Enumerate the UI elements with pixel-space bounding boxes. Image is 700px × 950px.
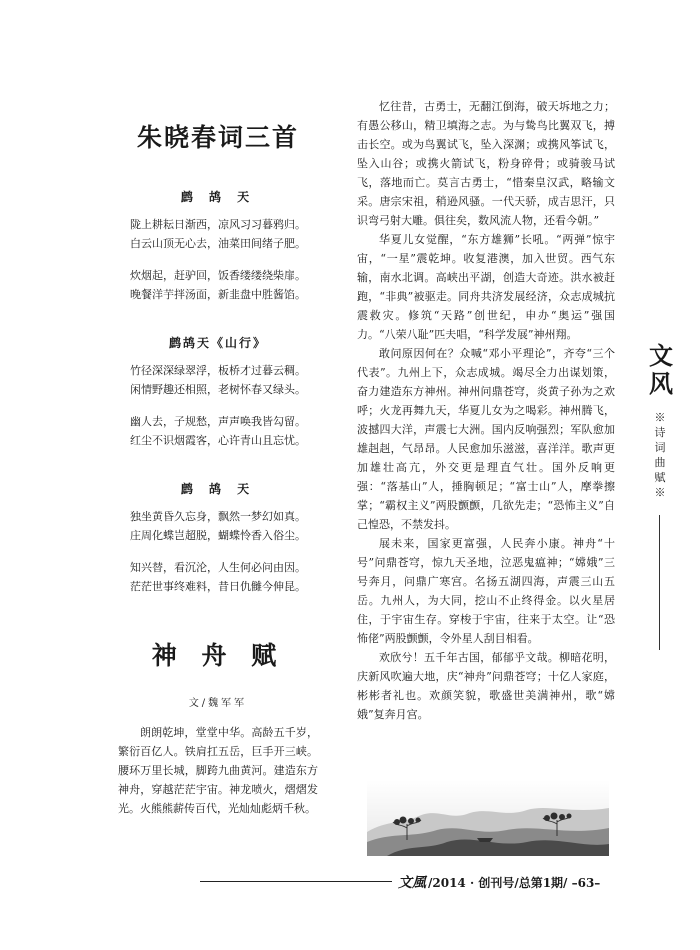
poem-1	[118, 188, 318, 304]
poem-line: 知兴替，看沉沦，人生何必问由因。	[130, 561, 306, 574]
poem-line: 红尘不识烟霞客，心许青山且忘忧。	[130, 434, 306, 447]
right-column	[357, 97, 615, 724]
poem-line: 茫茫世事终难料，昔日仇雠今伸昆。	[130, 580, 306, 593]
poem-set-title: 朱晓春词三首	[136, 123, 299, 152]
essay-paragraph: 华夏儿女觉醒，“东方雄狮”长吼。“两弹”惊宇宙，“一星”震乾坤。收复港澳，加入世贸。西气东输，南水北调。高峡出平湖，创造大奇迹。洪水被赶跑，“非典”被驱走。同舟共济发展经济，众志成城抗震救灾。修筑“天路”创世纪，申办“奥运”强国力。“八荣八耻”匹夫唱，“科学发展”神州翔。	[357, 233, 615, 341]
poem-line: 竹径深深绿翠浮，板桥才过暮云稠。	[130, 364, 306, 377]
magazine-logo: 文风	[649, 341, 673, 398]
essay-paragraph: 朗朗乾坤，堂堂中华。高龄五千岁，繁衍百亿人。铁肩扛五岳，巨手开三峡。腰环万里长城，脚跨九曲黄河。建造东方神舟，穿越茫茫宇宙。神龙喷火，熠熠发光。火熊熊薪传百代，光灿灿彪炳千秋。	[118, 726, 318, 815]
page-footer	[200, 872, 620, 892]
poem-line: 炊烟起，赶驴回，饭香缕缕绕柴扉。	[130, 269, 306, 282]
essay-paragraph: 敢问原因何在？众喊“邓小平理论”，齐夸“三个代表”。九州上下，众志成城。竭尽全力出谋划策，奋力建造东方神州。神州问鼎苍穹，炎黄子孙为之欢呼；火龙再舞九天，华夏儿女为之喝彩。神州腾飞，波撼四大洋，声震七大洲。国内反响强烈；军队愈加雄赳赳，气昂昂。人民愈加乐滋滋，喜洋洋。歌声更加雄壮高亢，外交更是理直气壮。国外反响更强：“落基山”人，捶胸顿足；“富士山”人，摩拳擦掌；“霸权主义”两股颤颤，几欲先走；“恐怖主义”自己惶恐，不禁发抖。	[357, 347, 615, 531]
poem-2	[118, 334, 318, 450]
stanza	[118, 507, 318, 545]
poem-line: 独坐黄昏久忘身，飘然一梦幻如真。	[130, 510, 306, 523]
stanza	[118, 361, 318, 399]
essay-paragraph: 展未来，国家更富强，人民奔小康。神舟“十号”问鼎苍穹，惊九天圣地，泣恶鬼瘟神；“嫦娥”三号奔月，问鼎广寒宫。名扬五湖四海，声震三山五岳。九州人，为大同，挖山不止终得金。以火星居住，于宇宙生存。穿梭于宇宙，往来于太空。让“恐怖佬”两股颤颤，令外星人刮目相看。	[357, 537, 615, 645]
poem-3	[118, 480, 318, 596]
poem-line: 幽人去，子规愁，声声唤我皆勾留。	[130, 415, 306, 428]
stanza	[118, 412, 318, 450]
footer-rule	[200, 881, 392, 882]
poem-3-subtitle: 鹧 鸪 天	[180, 482, 256, 496]
footer-info	[398, 872, 600, 892]
essay-title: 神 舟 赋	[151, 641, 285, 670]
essay-author: 文/魏军军	[188, 698, 248, 709]
essay-paragraph: 欢欣兮！五千年古国，郁郁乎文哉。柳暗花明，庆新风吹遍大地，庆“神舟”问鼎苍穹；十亿人家庭，彬彬者礼也。欢颜笑貌，歌盛世美满神州，歌“嫦娥”复奔月宫。	[357, 651, 615, 721]
poem-line: 晚餐洋芋拌汤面，新韭盘中胜酱馅。	[130, 288, 306, 301]
essay-paragraph: 忆往昔，古勇士，无翻江倒海，破天坼地之力；有愚公移山，精卫填海之志。为与鸷鸟比翼双飞，搏击长空。或为鸟翼试飞，坠入深渊；或携风筝试飞，坠入山谷；或携火箭试飞，粉身碎骨；或骑骏马试飞，落地而亡。莫言古勇士，“惜秦皇汉武，略输文采。唐宗宋祖，稍逊风骚。一代天骄，成吉思汗，只识弯弓射大雕。俱往矣，数风流人物，还看今朝。”	[357, 100, 615, 227]
left-column	[118, 118, 318, 818]
landscape-illustration	[367, 780, 609, 856]
footer-issue: /2014 · 创刊号/总第1期/ –63–	[428, 876, 601, 890]
poem-line: 陇上耕耘日渐西，凉风习习暮鸦归。	[130, 218, 306, 231]
side-divider	[659, 515, 660, 650]
stanza	[118, 215, 318, 253]
poem-2-subtitle: 鹧鸪天《山行》	[168, 336, 267, 350]
section-category: ※诗词曲赋※	[654, 411, 666, 499]
poem-1-subtitle: 鹧 鸪 天	[180, 190, 256, 204]
poem-line: 白云山顶无心去，油菜田间绪子肥。	[130, 237, 306, 250]
poem-line: 庄周化蝶岂超脱，蝴蝶怜香入俗尘。	[130, 529, 306, 542]
footer-logo: 文風	[398, 875, 426, 891]
stanza	[118, 558, 318, 596]
poem-line: 闲情野趣还相照，老树怀春又绿头。	[130, 383, 306, 396]
stanza	[118, 266, 318, 304]
